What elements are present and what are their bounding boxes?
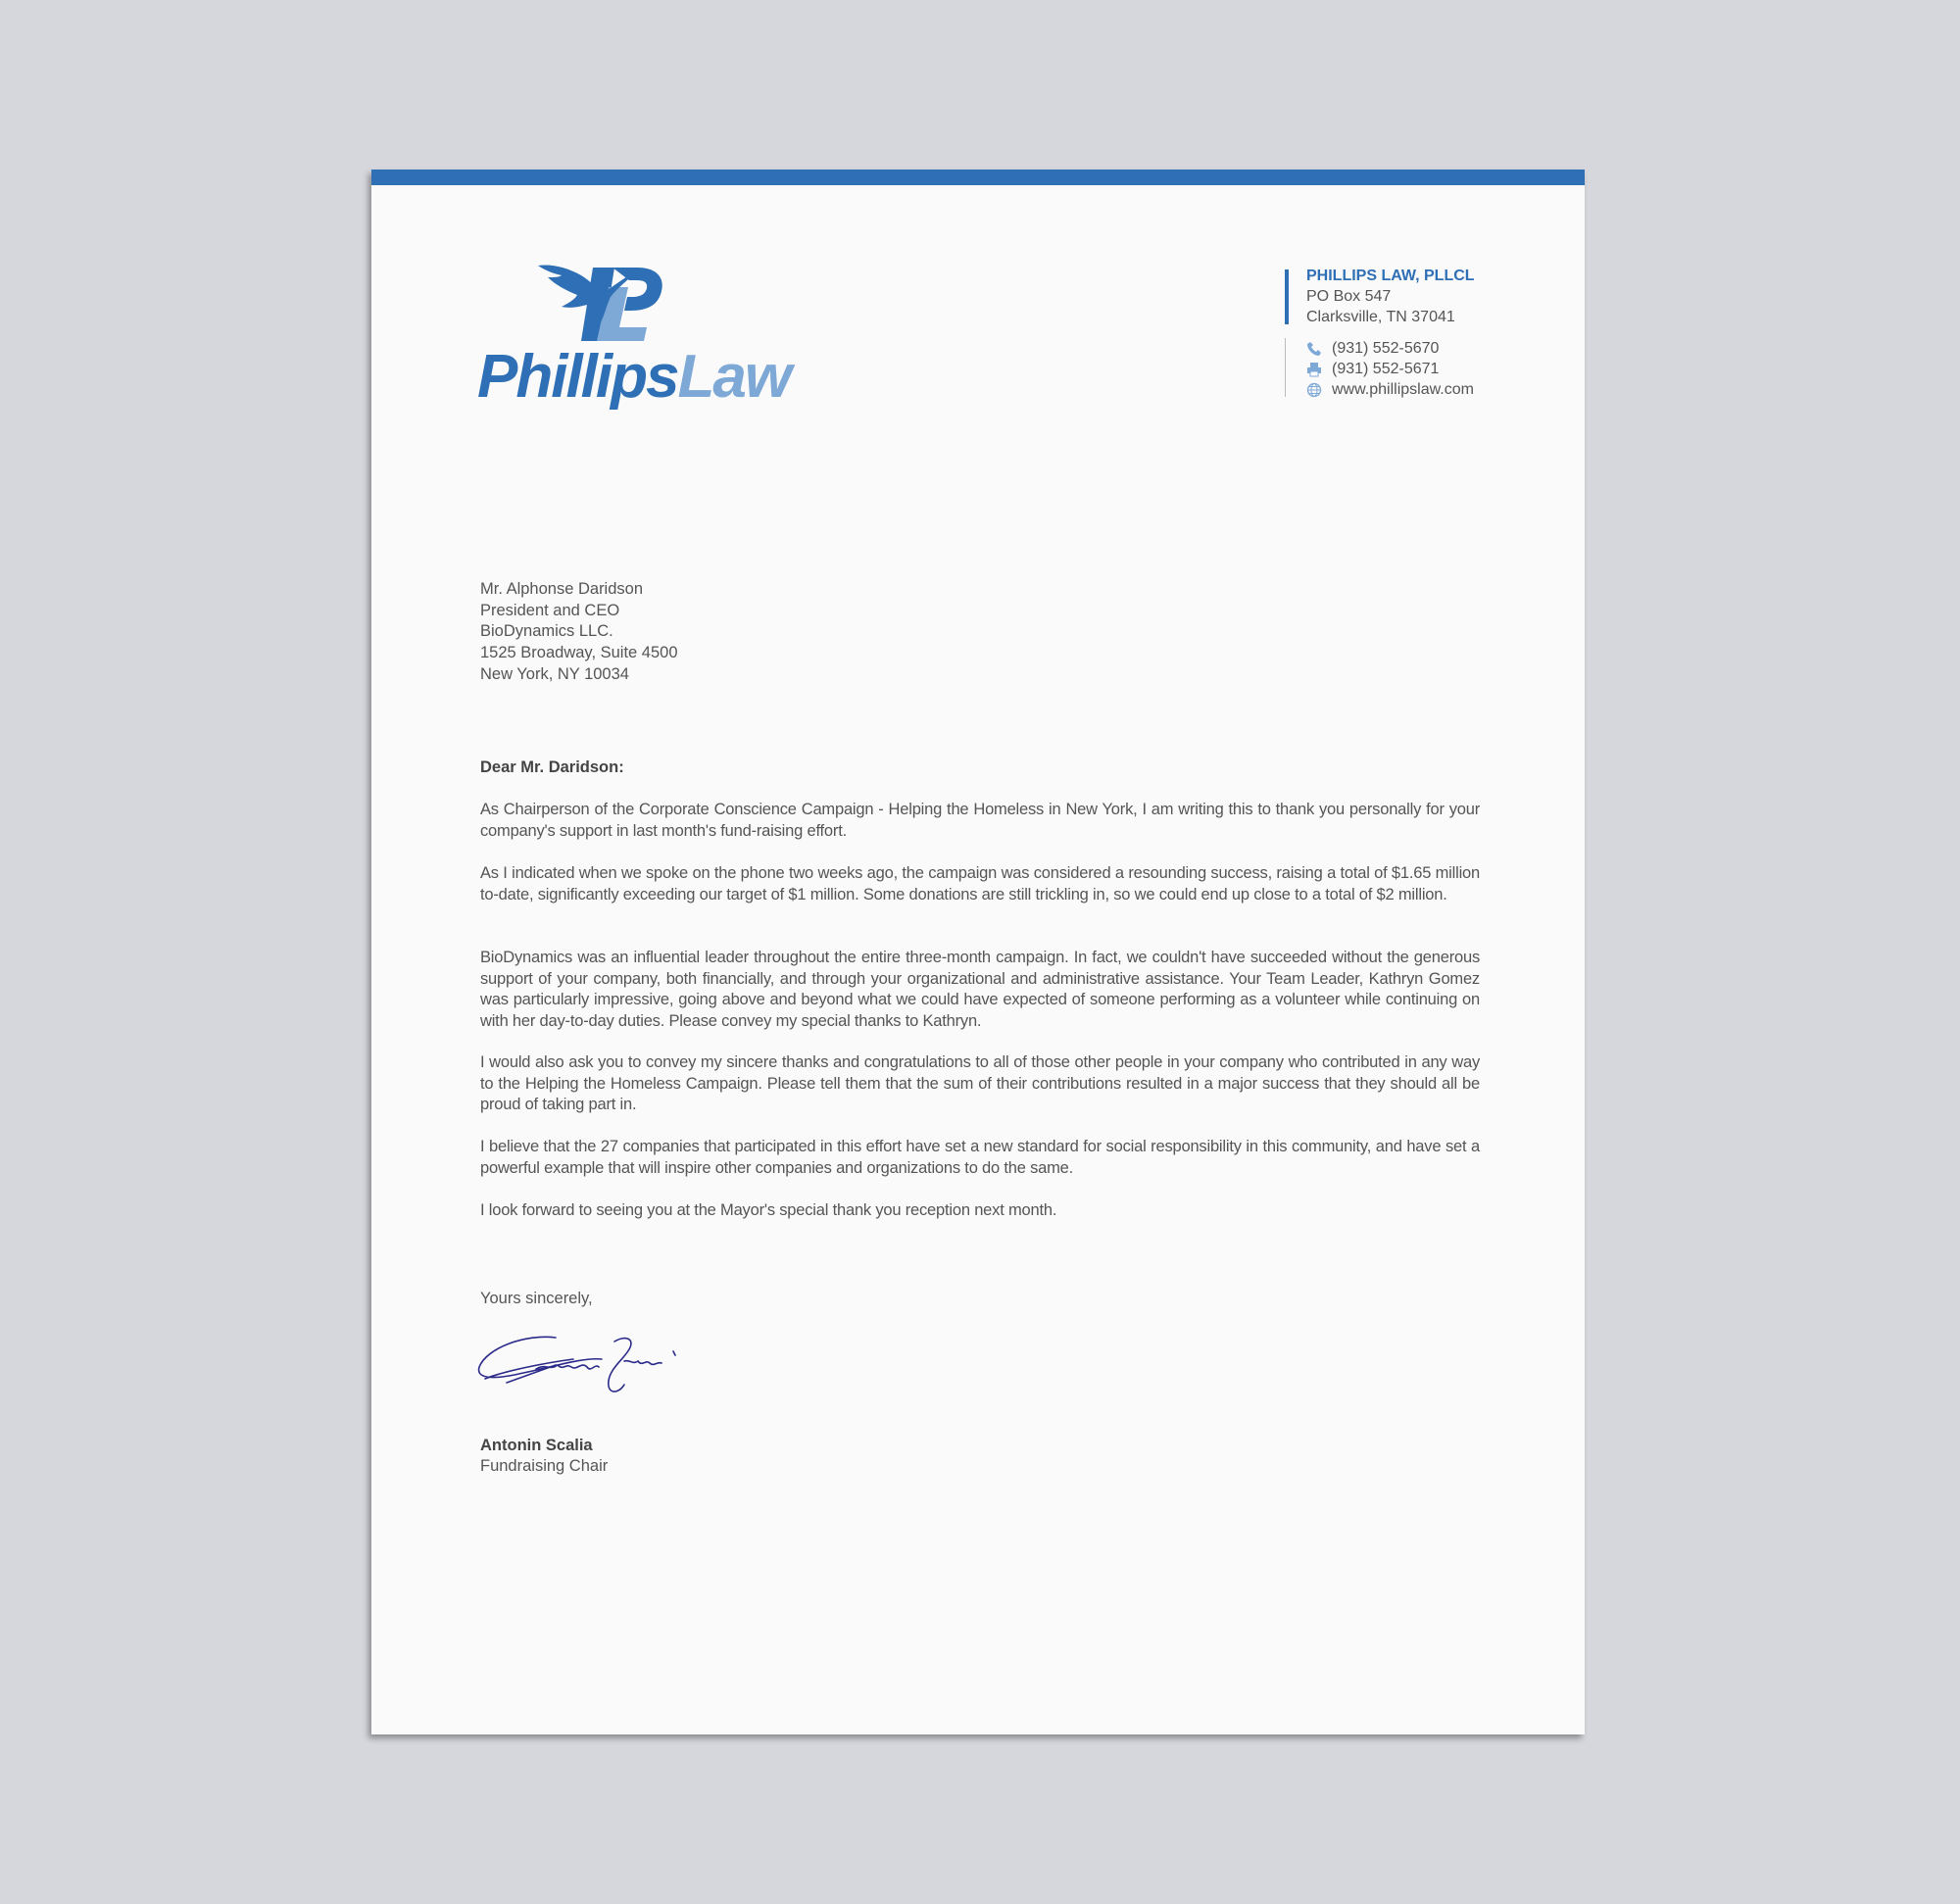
fax-row bbox=[1306, 359, 1475, 379]
recipient-address bbox=[480, 579, 678, 686]
fax-number: (931) 552-5671 bbox=[1332, 361, 1440, 377]
address-line-2: Clarksville, TN 37041 bbox=[1306, 309, 1455, 325]
address-line-1: PO Box 547 bbox=[1306, 288, 1392, 305]
contact-block bbox=[1306, 266, 1475, 400]
recipient-title: President and CEO bbox=[480, 601, 620, 619]
recipient-name: Mr. Alphonse Daridson bbox=[480, 580, 644, 598]
top-accent-bar bbox=[371, 170, 1585, 185]
fax-printer-icon bbox=[1306, 362, 1322, 377]
body-paragraph: As Chairperson of the Corporate Conscience Campaign - Helping the Homeless in New York, I am writing this to thank you personally for your company's support in last month's fund-raising effort. bbox=[480, 801, 1480, 840]
logo-wordmark: PhillipsLaw bbox=[477, 343, 791, 411]
signature bbox=[477, 1332, 683, 1420]
website-link[interactable]: www.phillipslaw.com bbox=[1332, 381, 1474, 398]
body-paragraph: I would also ask you to convey my sincere thanks and congratulations to all of those other people in your company who contributed in any way to the Helping the Homeless Campaign. Please tell them that the sum of their contributions resulted in a major success that they should all be proud of taking part in. bbox=[480, 1053, 1480, 1114]
body-paragraph: I look forward to seeing you at the Mayor's special thank you reception next month. bbox=[480, 1201, 1057, 1219]
recipient-street: 1525 Broadway, Suite 4500 bbox=[480, 644, 678, 662]
recipient-city: New York, NY 10034 bbox=[480, 664, 629, 683]
body-paragraph: As I indicated when we spoke on the phone two weeks ago, the campaign was considered a resounding success, raising a total of $1.65 million to-date, significantly exceeding our target of $1 million. Some donations are still trickling in, so we could end up close to a total of $2 million. bbox=[480, 864, 1480, 903]
signer-title: Fundraising Chair bbox=[480, 1457, 609, 1475]
body-paragraph: BioDynamics was an influential leader throughout the entire three-month campaign. In fact, we couldn't have succeeded without the generous support of your company, both financially, and through your organizational and administrative assistance. Your Team Leader, Kathryn Gomez was particularly impressive, going above and beyond what we could have expected of someone performing as a volunteer while continuing on with her day-to-day duties. Please convey my special thanks to Kathryn. bbox=[480, 949, 1480, 1031]
phone-row bbox=[1306, 338, 1475, 359]
contact-accent-bar bbox=[1285, 269, 1289, 324]
phone-number: (931) 552-5670 bbox=[1332, 340, 1440, 357]
website-row bbox=[1306, 379, 1475, 400]
salutation: Dear Mr. Daridson: bbox=[480, 758, 624, 776]
letter-page bbox=[371, 170, 1585, 1734]
closing: Yours sincerely, bbox=[480, 1290, 593, 1307]
body-paragraph: I believe that the 27 companies that participated in this effort have set a new standard for social responsibility in this community, and have set a powerful example that will inspire other companies and organizations to do the same. bbox=[480, 1138, 1480, 1177]
eagle-monogram-icon bbox=[536, 258, 673, 344]
company-name: PHILLIPS LAW, PLLCL bbox=[1306, 268, 1475, 284]
signer-name: Antonin Scalia bbox=[480, 1437, 593, 1454]
phone-icon bbox=[1306, 341, 1322, 357]
contact-divider bbox=[1285, 338, 1286, 397]
recipient-company: BioDynamics LLC. bbox=[480, 622, 613, 641]
globe-icon bbox=[1306, 382, 1322, 398]
